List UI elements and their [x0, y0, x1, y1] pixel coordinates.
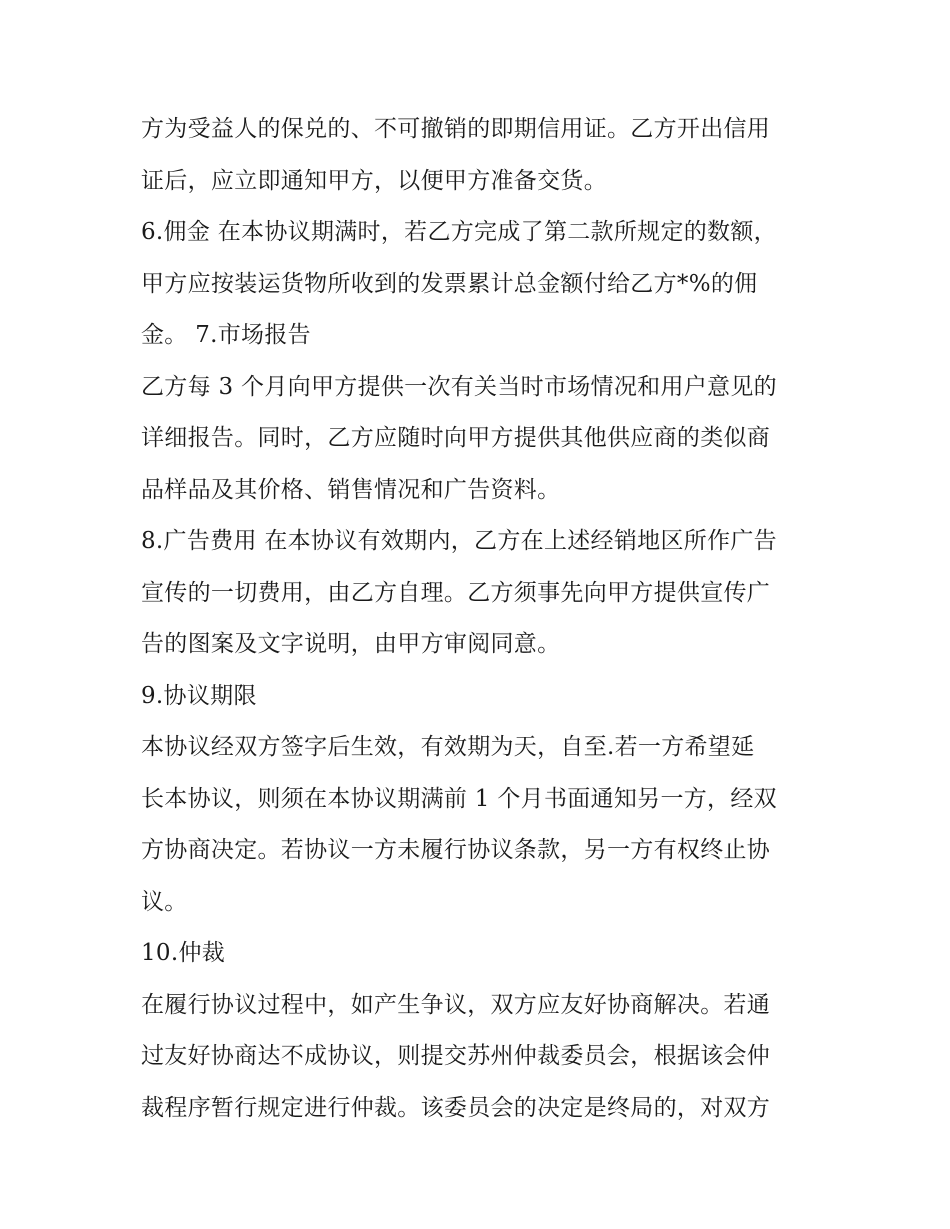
text-line: 本协议经双方签字后生效，有效期为天，自至.若一方希望延 [141, 734, 755, 760]
text-line: 8.广告费用 在本协议有效期内，乙方在上述经销地区所作广告 [141, 528, 777, 554]
text-line: 证后，应立即通知甲方，以便甲方准备交货。 [141, 167, 607, 194]
text-line: 告的图案及文字说明，由甲方审阅同意。 [141, 631, 561, 657]
text-line: 10.仲裁 [141, 940, 226, 966]
text-line: 长本协议，则须在本协议期满前 1 个月书面通知另一方，经双 [141, 785, 777, 812]
text-line: 过友好协商达不成协议，则提交苏州仲裁委员会，根据该会仲 [141, 1043, 771, 1069]
text-line: 宣传的一切费用，由乙方自理。乙方须事先向甲方提供宣传广 [141, 579, 771, 606]
text-line: 方协商决定。若协议一方未履行协议条款，另一方有权终止协 [141, 837, 771, 863]
text-line: 品样品及其价格、销售情况和广告资料。 [141, 476, 561, 503]
text-line: 方为受益人的保兑的、不可撤销的即期信用证。乙方开出信用 [141, 116, 771, 142]
text-line: 议。 [141, 888, 188, 915]
text-line: 6.佣金 在本协议期满时，若乙方完成了第二款所规定的数额， [141, 219, 777, 245]
text-line: 金。 7.市场报告 [141, 322, 311, 348]
text-line: 甲方应按装运货物所收到的发票累计总金额付给乙方*%的佣 [141, 270, 758, 297]
text-line: 9.协议期限 [141, 682, 257, 709]
text-line: 裁程序暂行规定进行仲裁。该委员会的决定是终局的，对双方 [141, 1094, 771, 1121]
document-page [141, 104, 821, 1134]
text-line: 在履行协议过程中，如产生争议，双方应友好协商解决。若通 [141, 991, 771, 1018]
text-line: 详细报告。同时，乙方应随时向甲方提供其他供应商的类似商 [141, 425, 771, 451]
text-line: 乙方每 3 个月向甲方提供一次有关当时市场情况和用户意见的 [141, 373, 777, 400]
